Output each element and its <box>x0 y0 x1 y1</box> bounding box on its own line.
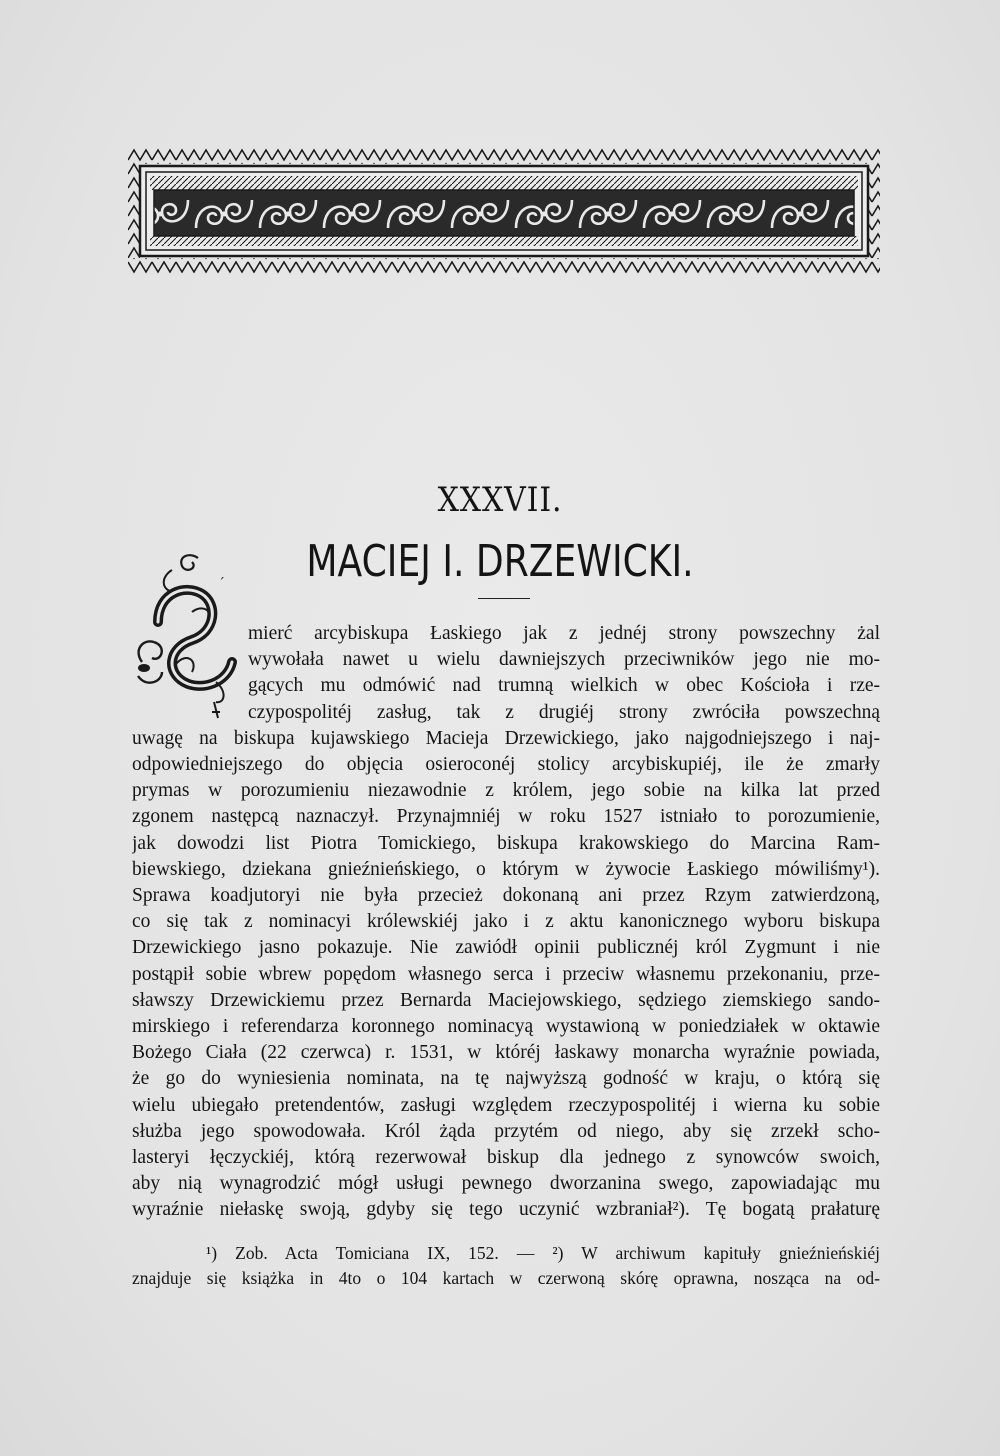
body-line: uwagę na biskupa kujawskiego Macieja Drzewickiego, jako najgodniejszego i naj- <box>132 727 880 749</box>
body-line: sławszy Drzewickiemu przez Bernarda Maciejowskiego, sędziego ziemskiego sando- <box>132 989 880 1011</box>
decorated-initial-letter <box>132 552 244 722</box>
body-line: gących mu odmówić nad trumną wielkich w obec Kościoła i rze- <box>248 675 880 697</box>
body-line: lasteryi łęczyckiéj, którą rezerwował biskup dla jednego z synowców swoich, <box>132 1147 880 1168</box>
body-line: co się tak z nominacyi królewskiéj jako i z aktu kanonicznego wyboru biskupa <box>132 911 880 933</box>
body-line: jak dowodzi list Piotra Tomickiego, biskupa krakowskiego do Marcina Ram- <box>132 832 880 854</box>
body-line: Bożego Ciała (22 czerwca) r. 1531, w któréj łaskawy monarcha wyraźnie powiada, <box>132 1042 880 1064</box>
body-line: prymas w porozumieniu niezawodnie z królem, jego sobie na kilka lat przed <box>132 780 880 802</box>
body-line: Sprawa koadjutoryi nie była przecież dokonaną ani przez Rzym zatwierdzoną, <box>132 885 880 906</box>
dropcap-accent: ´ <box>218 576 225 592</box>
body-line: wywołała nawet u wielu dawniejszych przeciwników jego nie mo- <box>248 649 880 671</box>
title-divider <box>478 598 530 599</box>
body-line: wyraźnie niełaskę swoją, gdyby się tego uczynić wzbraniał²). Tę bogatą prałaturę <box>132 1199 880 1221</box>
body-line: że go do wyniesienia nominata, na tę najwyższą godność w kraju, o którą się <box>132 1068 880 1090</box>
body-line: biewskiego, dziekana gnieźnieńskiego, o którym w żywocie Łaskiego mówiliśmy¹). <box>132 858 880 880</box>
footnote-line: znajduje się książka in 4to o 104 kartach w czerwoną skórę oprawna, nosząca na od- <box>132 1268 880 1288</box>
body-line: aby nią wynagrodzić mógł usługi pewnego dworzanina swego, zapowiadając mu <box>132 1173 880 1195</box>
footnote-line: ¹) Zob. Acta Tomiciana IX, 152. — ²) W archiwum kapituły gnieźnieńskiéj <box>206 1243 880 1263</box>
decorative-header-ornament <box>128 148 880 274</box>
body-line: czypospolitéj zasług, tak z drugiéj strony zwróciła powszechną <box>248 701 880 723</box>
body-line: odpowiedniejszego do objęcia osieroconéj stolicy arcybiskupiéj, ile że zmarły <box>132 754 880 775</box>
body-line: mirskiego i referendarza koronnego nominacyą wystawioną w poniedziałek w oktawie <box>132 1016 880 1037</box>
body-line: postąpił sobie wbrew popędom własnego serca i przeciw własnemu przekonaniu, prze- <box>132 963 880 985</box>
chapter-number: XXXVII. <box>437 480 563 520</box>
chapter-title: MACIEJ I. DRZEWICKI. <box>306 536 694 587</box>
body-line: mierć arcybiskupa Łaskiego jak z jednéj strony powszechny żal <box>248 623 880 644</box>
body-line: Drzewickiego jasno pokazuje. Nie zawiódł opinii publicznéj król Zygmunt i nie <box>132 937 880 959</box>
body-line: służba jego spowodowała. Król żąda przytém od niego, aby się zrzekł scho- <box>132 1120 880 1142</box>
body-line: zgonem następcą naznaczył. Przynajmniéj w roku 1527 istniało to porozumienie, <box>132 806 880 828</box>
body-line: wielu ubiegało pretendentów, zasługi względem rzeczypospolitéj i wierna ku sobie <box>132 1094 880 1116</box>
